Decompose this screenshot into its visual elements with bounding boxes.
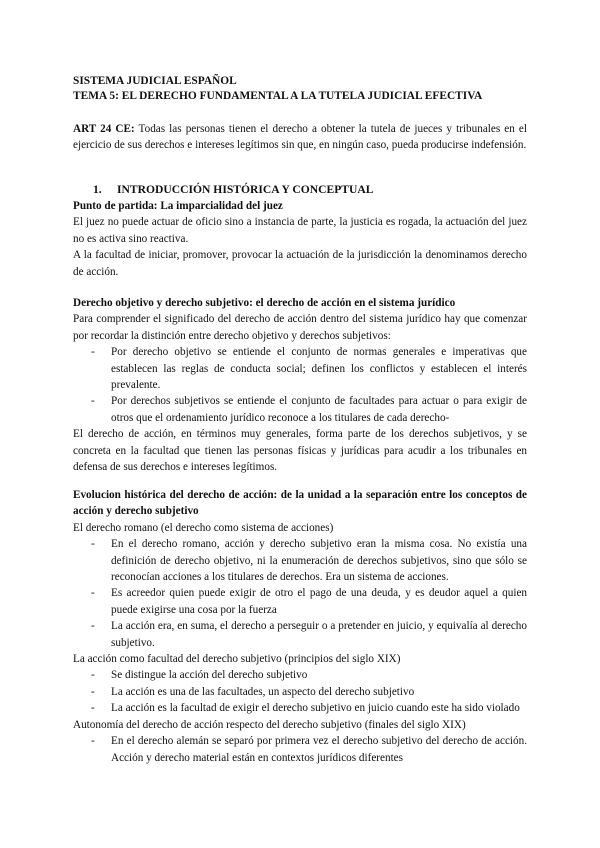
- evolution-heading: Evolucion histórica del derecho de acción: de la unidad a la separación entre los conceptos de acción y derecho subjetivo: [73, 489, 527, 518]
- evolution-block: [73, 487, 527, 766]
- roman-law-label: El derecho romano (el derecho como sistema de acciones): [73, 521, 334, 534]
- objective-subjective-closing: El derecho de acción, en términos muy generales, forma parte de los derechos subjetivos, y se concreta en la facultad que tienen las personas físicas y jurídicas para acudir a los tribunales en defensa de sus derechos e intereses legítimos.: [73, 428, 527, 474]
- article-text: Todas las personas tienen el derecho a obtener la tutela de jueces y tribunales en el ejercicio de sus derechos e intereses legítimos sin que, en ningún caso, pueda producirse indefensión.: [73, 123, 528, 152]
- list-item: - Se distingue la acción del derecho subjetivo: [73, 667, 527, 683]
- list-item: - Por derechos subjetivos se entiende el conjunto de facultades para actuar o para exigir de otros que el ordenamiento jurídico reconoce a los titulares de cada derecho-: [73, 393, 527, 426]
- section-1-heading: [93, 182, 374, 198]
- list-item: - Es acreedor quien puede exigir de otro el pago de una deuda, y es deudor aquel a quien puede exigirse una cosa por la fuerza: [73, 585, 527, 618]
- faculty-label: La acción como facultad del derecho subjetivo (principios del siglo XIX): [73, 653, 401, 666]
- article-label: ART 24 CE:: [73, 123, 135, 135]
- faculty-list: [73, 667, 527, 716]
- objective-subjective-block: [73, 295, 527, 475]
- section-1-number: 1.: [93, 183, 102, 196]
- starting-point-block: [73, 198, 527, 280]
- objective-subjective-intro: Para comprender el significado del derecho de acción dentro del sistema jurídico hay que comenzar por recordar la distinción entre derecho objetivo y derechos subjetivos:: [73, 313, 527, 342]
- list-item: - La acción era, en suma, el derecho a perseguir o a pretender en juicio, y equivalía al derecho subjetivo.: [73, 618, 527, 651]
- list-item: - Por derecho objetivo se entiende el conjunto de normas generales e imperativas que establecen las reglas de conducta social; definen los conflictos y establecen el interés prevalente.: [73, 344, 527, 393]
- list-item: - La acción es la facultad de exigir el derecho subjetivo en juicio cuando este ha sido violado: [73, 700, 527, 716]
- autonomy-list: [73, 733, 527, 766]
- list-item: - En el derecho alemán se separó por primera vez el derecho subjetivo del derecho de acción. Acción y derecho material están en contextos jurídicos diferentes: [73, 733, 527, 766]
- autonomy-label: Autonomía del derecho de acción respecto del derecho subjetivo (finales del siglo XIX): [73, 718, 466, 731]
- title-line-2: TEMA 5: EL DERECHO FUNDAMENTAL A LA TUTELA JUDICIAL EFECTIVA: [73, 90, 483, 102]
- section-1-title: INTRODUCCIÓN HISTÓRICA Y CONCEPTUAL: [117, 183, 374, 196]
- document-title: [73, 74, 533, 104]
- starting-point-paragraph-1: El juez no puede actuar de oficio sino a instancia de parte, la justicia es rogada, la actuación del juez no es activa sino reactiva.: [73, 216, 527, 245]
- list-item: - La acción es una de las facultades, un aspecto del derecho subjetivo: [73, 684, 527, 700]
- list-item: - En el derecho romano, acción y derecho subjetivo eran la misma cosa. No existía una definición de derecho objetivo, ni la enumeración de derechos subjetivos, sino que sólo se reconocían acciones a los titulares de derechos. Era un sistema de acciones.: [73, 536, 527, 585]
- objective-subjective-heading: Derecho objetivo y derecho subjetivo: el derecho de acción en el sistema jurídico: [73, 297, 456, 309]
- article-paragraph: [73, 121, 527, 154]
- roman-law-list: [73, 536, 527, 651]
- objective-subjective-list: [73, 344, 527, 426]
- starting-point-heading: Punto de partida: La imparcialidad del juez: [73, 200, 283, 212]
- starting-point-paragraph-2: A la facultad de iniciar, promover, provocar la actuación de la jurisdicción la denominamos derecho de acción.: [73, 249, 527, 278]
- title-line-1: SISTEMA JUDICIAL ESPAÑOL: [73, 75, 237, 87]
